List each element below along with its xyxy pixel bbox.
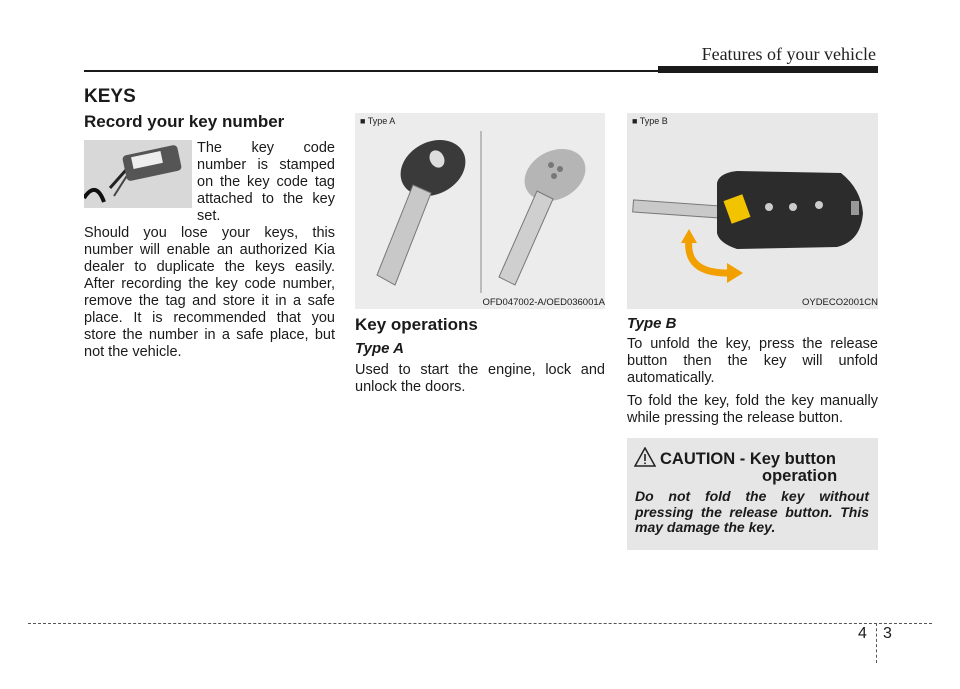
record-text-b: Should you lose your keys, this number will enable an authorized Kia dealer to duplicate the keys easily. After recording the key code number, remove the tag and store it in a safe place. It is recommended that you store the number in a safe place, but not the vehicle. [84,225,335,360]
figure-b-code: OYDECO2001CN [801,297,878,308]
type-b-label: Type B [627,315,677,332]
record-text-a: The key code number is stamped on the key code tag attached to the key set. [197,140,335,224]
type-b-text-2: To fold the key, fold the key manually while pressing the release button. [627,393,878,426]
type-b-text-1: To unfold the key, press the release button then the key will unfold automatically. [627,336,878,386]
caution-title-line-2: operation [762,467,838,485]
header-title: Features of your vehicle [701,44,876,64]
page-number: 3 [883,625,892,642]
warning-triangle-icon [634,447,656,467]
header-rule [84,70,658,72]
footer-divider [876,623,877,663]
header-rule-thick [658,66,878,73]
figure-a-tag: ■ Type A [360,116,396,126]
key-operations-title: Key operations [355,315,478,334]
section-title: KEYS [84,86,136,107]
record-key-number-title: Record your key number [84,112,285,131]
key-type-b-image [627,113,878,309]
type-a-text: Used to start the engine, lock and unlock the doors. [355,362,605,395]
caution-text: Do not fold the key without pressing the release button. This may damage the key. [635,488,869,535]
key-tag-image [84,140,192,208]
page-section-number: 4 [858,625,867,642]
figure-b-tag: ■ Type B [632,116,668,126]
caution-title: CAUTION - Key button [660,450,836,468]
footer-rule [28,623,932,624]
type-a-label: Type A [355,340,404,357]
figure-a-code: OFD047002-A/OED036001A [482,297,605,308]
key-type-a-image [355,113,605,309]
